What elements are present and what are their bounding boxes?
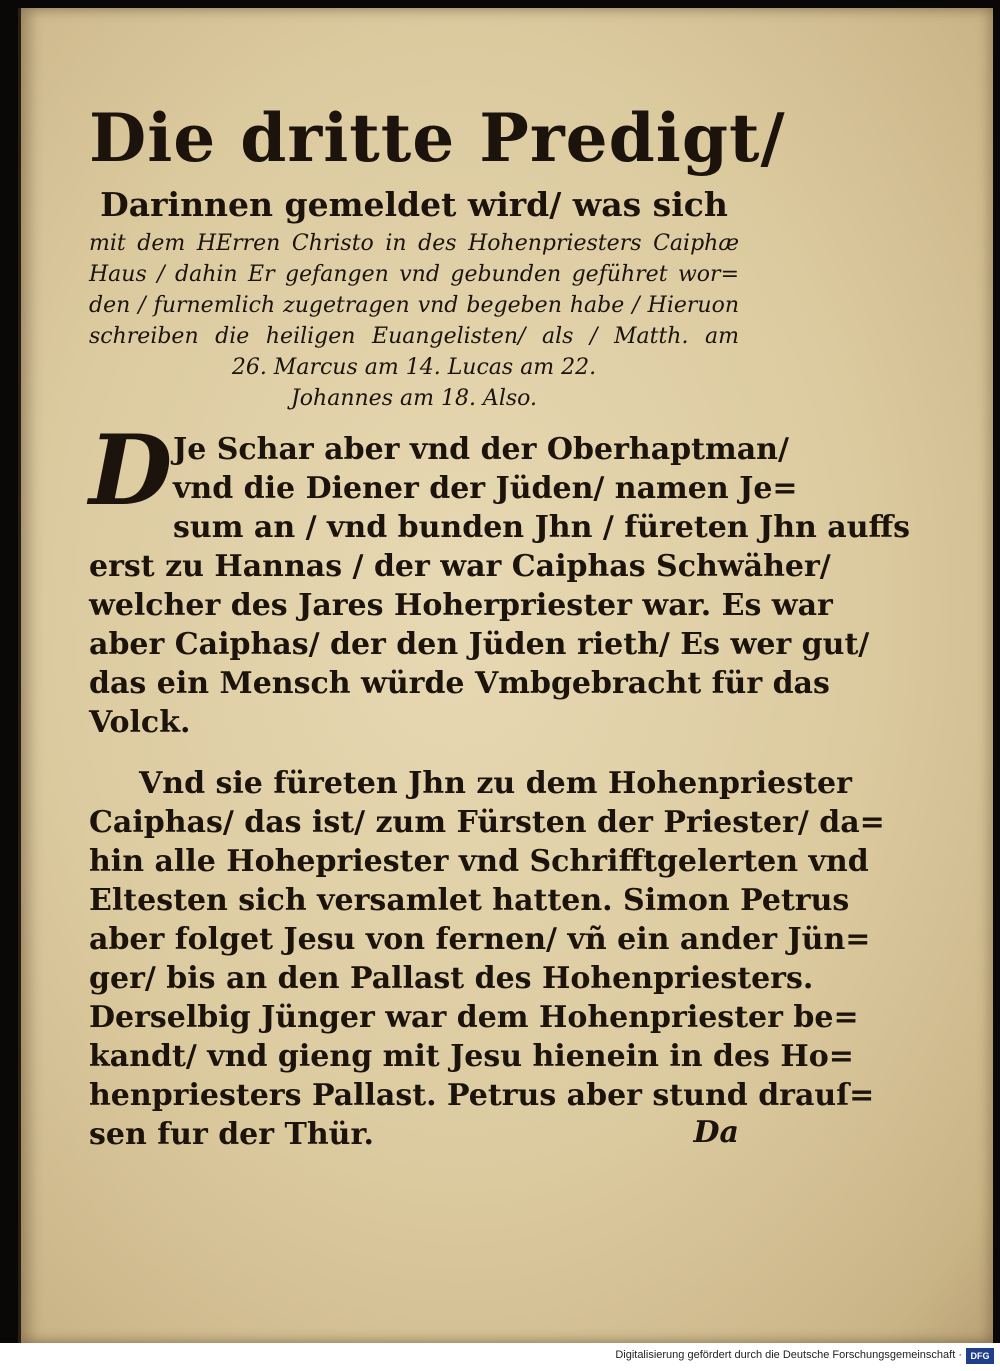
subtitle-line: den / furnemlich zugetragen vnd begeben habe / Hieruon (89, 293, 739, 318)
text-line: sum an / vnd bunden Jhn / füreten Jhn auffs (173, 510, 911, 545)
subtitle-line: Haus / dahin Er gefangen vnd gebunden geführet wor= (89, 262, 739, 287)
catchword: Da (693, 1115, 739, 1150)
sermon-title: Die dritte Predigt/ (89, 99, 786, 177)
text-line: Caiphas/ das ist/ zum Fürsten der Priester/ da= (89, 805, 885, 840)
text-line: Derselbig Jünger war dem Hohenpriester be= (89, 1000, 859, 1035)
subtitle-line: Johannes am 18. Also. (290, 386, 537, 411)
text-line: das ein Mensch würde Vmbgebracht für das (89, 666, 830, 701)
subtitle-line: 26. Marcus am 14. Lucas am 22. (231, 355, 597, 380)
last-line-row (89, 1115, 739, 1154)
text-line: aber folget Jesu von fernen/ vñ ein ander Jün= (89, 922, 871, 957)
text-line: vnd die Diener der Jüden/ namen Je= (173, 471, 798, 506)
text-line: erst zu Hannas / der war Caiphas Schwäher/ (89, 549, 831, 584)
text-line: aber Caiphas/ der den Jüden rieth/ Es wer gut/ (89, 627, 870, 662)
subtitle-line: schreiben die heiligen Euangelisten/ als / Matth. am (89, 324, 739, 349)
text-line: kandt/ vnd gieng mit Jesu hienein in des Ho= (89, 1039, 854, 1074)
book-page (18, 8, 993, 1343)
text-line: sen fur der Thür. (89, 1117, 374, 1152)
page-text (89, 88, 911, 1154)
text-line: welcher des Jares Hoherpriester war. Es war (89, 588, 833, 623)
drop-cap: D (89, 414, 173, 527)
subtitle-lead: Darinnen gemeldet wird/ was sich (100, 185, 728, 224)
text-line: ger/ bis an den Pallast des Hohenpriesters. (89, 961, 814, 996)
text-line: Volck. (89, 705, 191, 740)
paragraph-2 (89, 764, 885, 1154)
text-line: henpriesters Pallast. Petrus aber stund drauſ= (89, 1078, 875, 1113)
text-line: Vnd sie füreten Jhn zu dem Hohenpriester (139, 766, 852, 801)
paragraph-1 (89, 414, 911, 742)
text-line: Je Schar aber vnd der Oberhaptman/ (173, 432, 789, 467)
text-line: hin alle Hohepriester vnd Schrifftgelerten vnd (89, 844, 869, 879)
footer-bar (0, 1343, 1000, 1371)
funding-notice: Digitalisierung gefördert durch die Deutsche Forschungsgemeinschaft · (615, 1349, 962, 1361)
text-line: Eltesten sich versamlet hatten. Simon Petrus (89, 883, 850, 918)
subtitle-line: mit dem HErren Christo in des Hohenpriesters Caiphæ (89, 231, 739, 256)
dfg-logo: DFG (966, 1348, 994, 1364)
subtitle-block (89, 228, 739, 414)
